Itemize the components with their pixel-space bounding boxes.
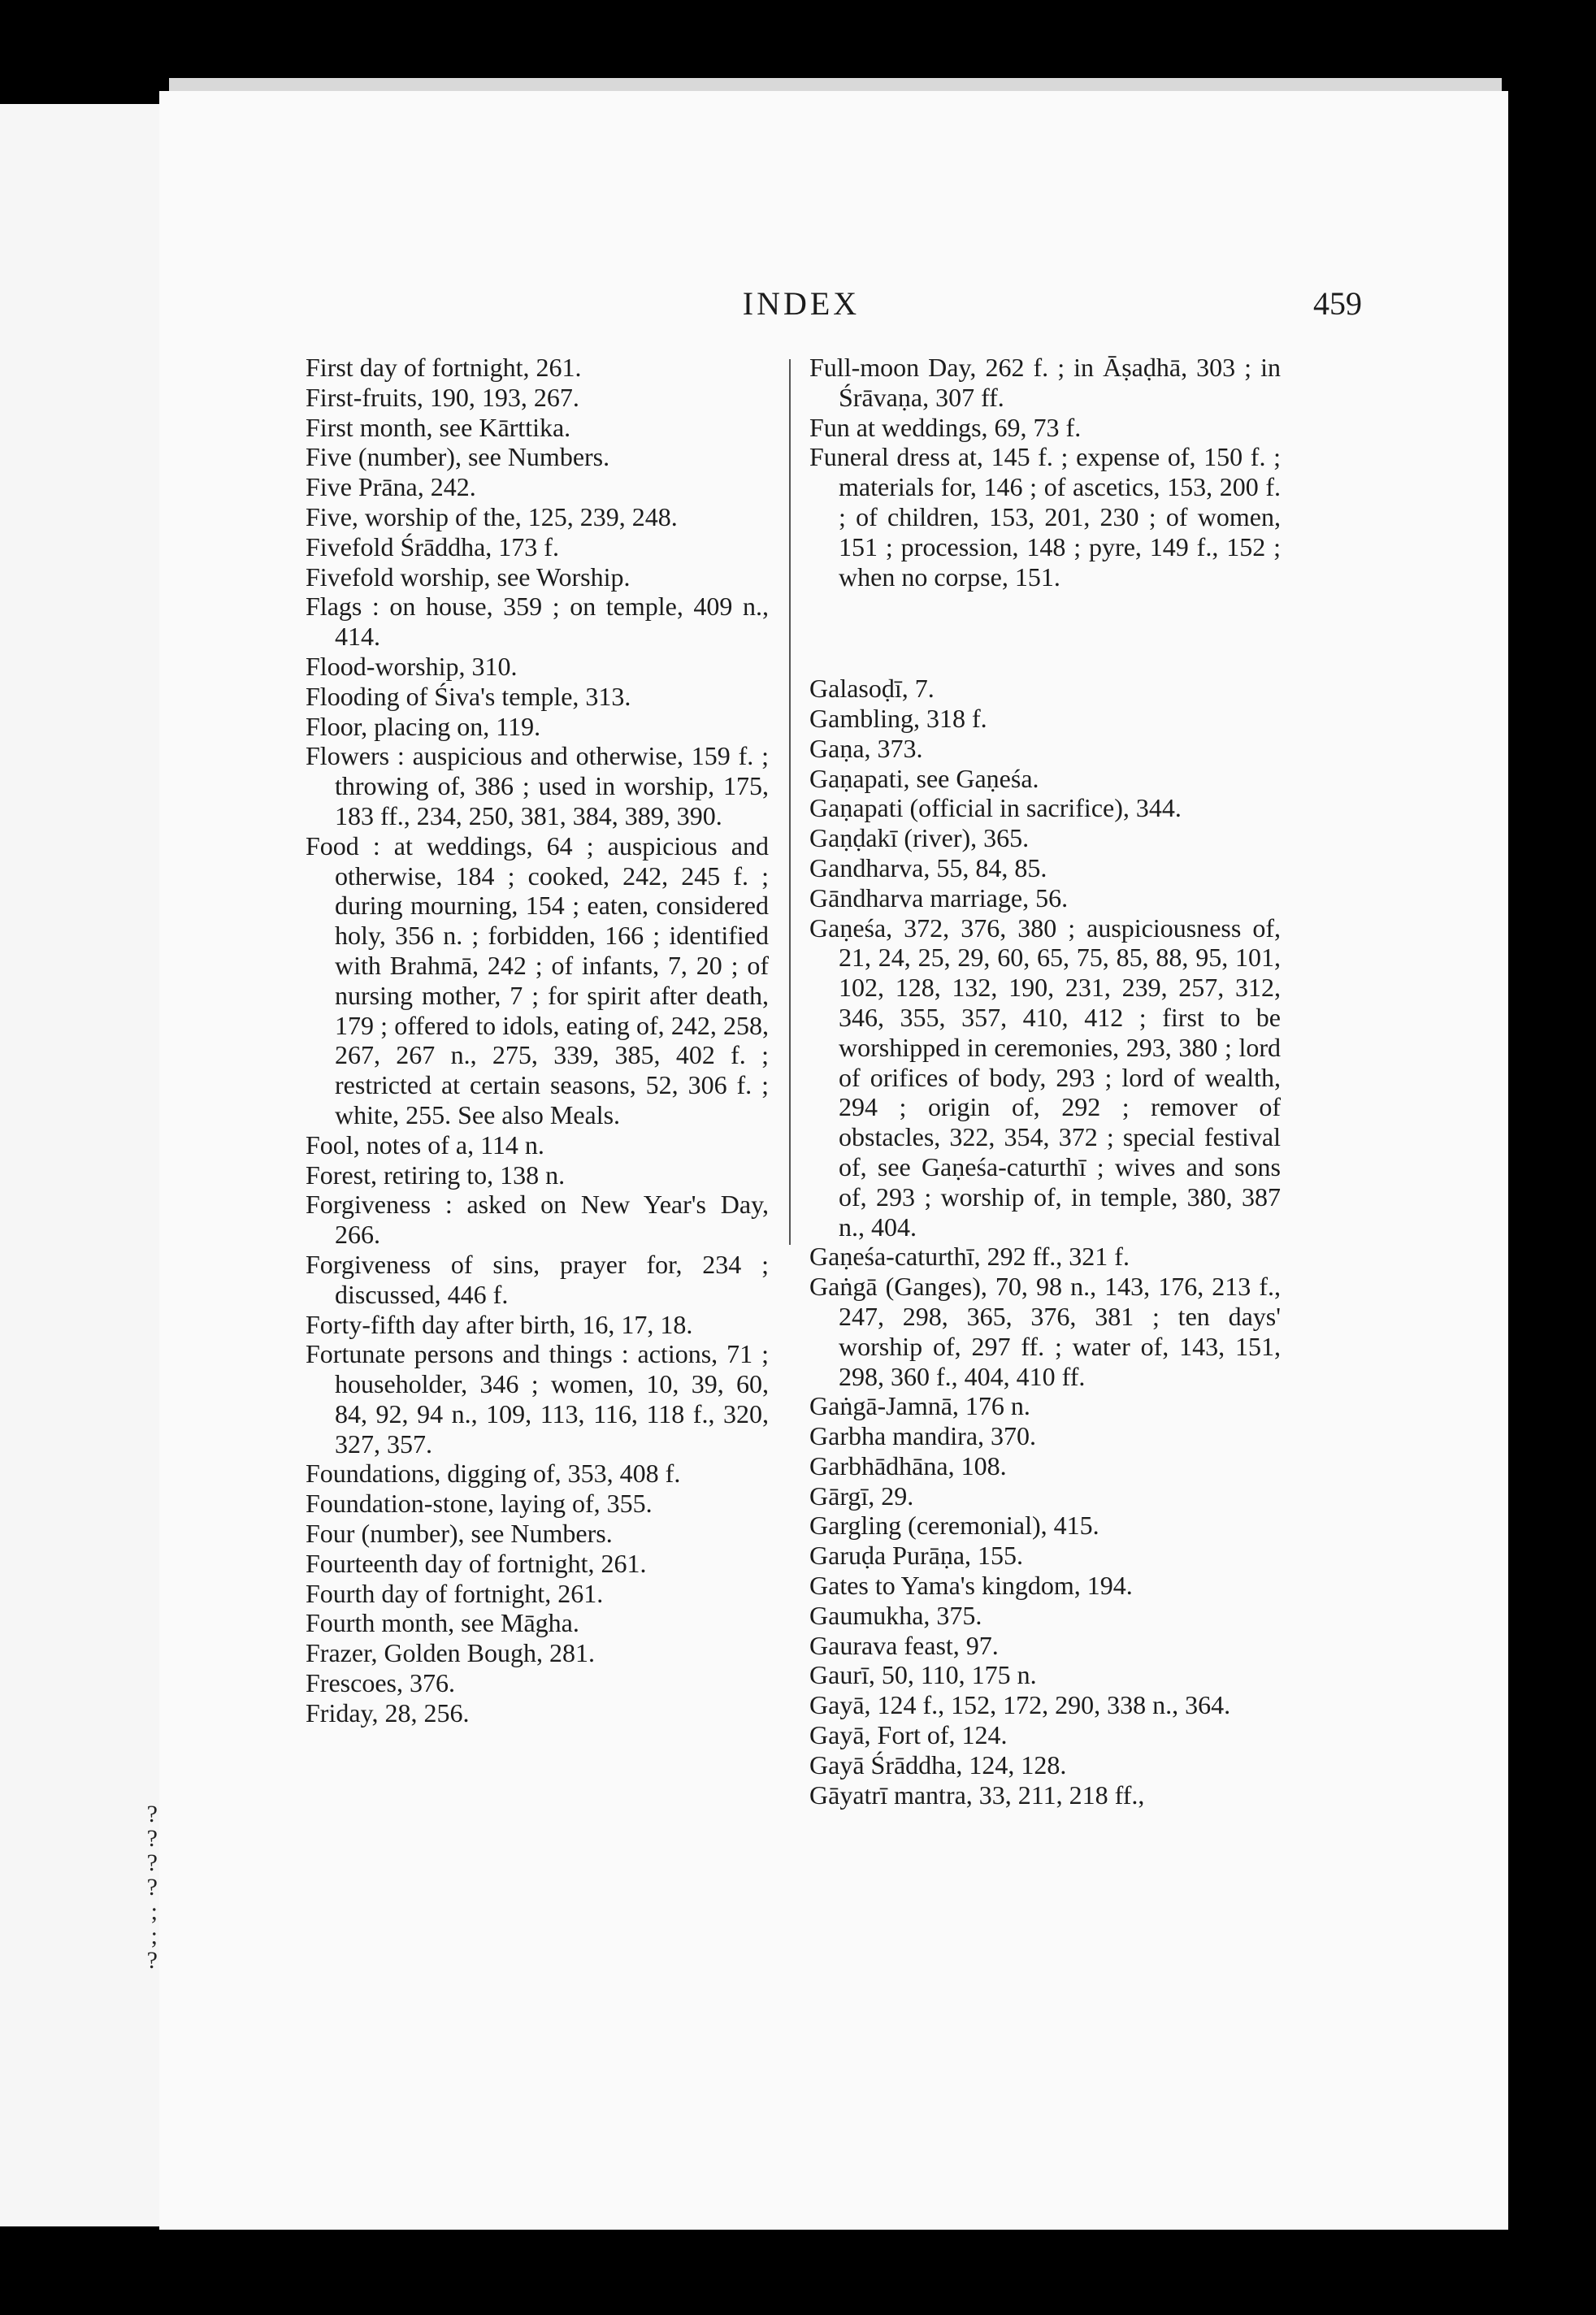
index-entry: Foundation-stone, laying of, 355. <box>306 1489 653 1519</box>
index-entry: Forgiveness of sins, prayer for, 234 ; discussed, 446 f. <box>306 1249 769 1309</box>
index-entry: Foundations, digging of, 353, 408 f. <box>306 1459 681 1489</box>
page-number: 459 <box>1313 285 1362 322</box>
index-entry: Forgiveness : asked on New Year's Day, 266. <box>306 1190 769 1250</box>
index-column-right <box>809 353 1281 1810</box>
index-entry: Flooding of Śiva's temple, 313. <box>306 681 631 711</box>
index-entry: Flowers : auspicious and otherwise, 159 f. ; throwing of, 386 ; used in worship, 175, 183 ff., 234, 250, 381, 384, 389, 390. <box>306 741 769 830</box>
edge-mark: ? <box>146 1825 158 1852</box>
index-entry: Fourteenth day of fortnight, 261. <box>306 1548 647 1578</box>
index-entry: Gaṇa, 373. <box>809 733 923 763</box>
column-divider <box>789 359 791 1245</box>
index-entry: Fivefold worship, see Worship. <box>306 561 631 592</box>
index-entry: Gaṇeśa, 372, 376, 380 ; auspiciousness of, 21, 24, 25, 29, 60, 65, 75, 85, 88, 95, 101, 102, 128, 132, 190, 231, 239, 257, 312, 346, 355, 357, 410, 412 ; first to be worshipped in ceremonies, 293, 380 ; lord of orifices of body, 293 ; lord of wealth, 294 ; origin of, 292 ; remover of obstacles, 322, 354, 372 ; special festival of, see Gaṇeśa-caturthī ; wives and sons of, 293 ; worship of, in temple, 380, 387 n., 404. <box>809 913 1281 1242</box>
index-entry: Full-moon Day, 262 f. ; in Āṣaḍhā, 303 ; in Śrāvaṇa, 307 ff. <box>809 353 1281 412</box>
section-gap <box>809 618 1281 648</box>
index-entry: Floor, placing on, 119. <box>306 711 541 741</box>
index-entry: Five Prāna, 242. <box>306 472 476 502</box>
running-head: INDEX <box>742 285 861 322</box>
index-entry: Gaṇapati, see Gaṇeśa. <box>809 763 1039 793</box>
index-entry: Gaṇḍakī (river), 365. <box>809 823 1030 853</box>
index-entry: Forty-fifth day after birth, 16, 17, 18. <box>306 1309 693 1339</box>
index-entry: Galasoḍī, 7. <box>809 674 935 704</box>
index-entry: Frescoes, 376. <box>306 1668 455 1698</box>
index-entry: Food : at weddings, 64 ; auspicious and otherwise, 184 ; cooked, 242, 245 f. ; during mourning, 154 ; eaten, considered holy, 356 n. ; forbidden, 166 ; identified with Brahmā, 242 ; of infants, 7, 20 ; of nursing mother, 7 ; for spirit after death, 179 ; offered to idols, eating of, 242, 258, 267, 267 n., 275, 339, 385, 402 f. ; restricted at certain seasons, 52, 306 f. ; white, 255. See also Meals. <box>306 830 769 1129</box>
index-entry: Fourth day of fortnight, 261. <box>306 1578 604 1608</box>
index-entry: First day of fortnight, 261. <box>306 353 582 382</box>
index-entry: Gargling (ceremonial), 415. <box>809 1511 1099 1541</box>
index-entry: Gayā, 124 f., 152, 172, 290, 338 n., 364. <box>809 1690 1231 1720</box>
index-entry: Five (number), see Numbers. <box>306 442 610 472</box>
previous-page-edge-marks <box>147 1802 158 1973</box>
edge-mark: ; <box>150 1923 158 1949</box>
index-entry: Gambling, 318 f. <box>809 703 987 733</box>
index-entry: Fivefold Śrāddha, 173 f. <box>306 531 559 561</box>
index-entry: Gaṅgā-Jamnā, 176 n. <box>809 1391 1030 1421</box>
book-page <box>159 91 1508 2230</box>
edge-mark: ? <box>146 1874 158 1901</box>
index-entry: Gayā Śrāddha, 124, 128. <box>809 1749 1067 1780</box>
index-entry: Gaurava feast, 97. <box>809 1630 999 1660</box>
index-entry: Gārgī, 29. <box>809 1480 914 1511</box>
index-entry: Gandharva, 55, 84, 85. <box>809 852 1047 882</box>
index-entry: Friday, 28, 256. <box>306 1697 470 1728</box>
index-entry: Flood-worship, 310. <box>306 651 518 681</box>
index-entry: Five, worship of the, 125, 239, 248. <box>306 501 678 531</box>
index-entry: Fun at weddings, 69, 73 f. <box>809 412 1082 442</box>
index-entry: Gaṅgā (Ganges), 70, 98 n., 143, 176, 213 f., 247, 298, 365, 376, 381 ; ten days' worship of, 297 ff. ; water of, 143, 151, 298, 360 f., 404, 410 ff. <box>809 1272 1281 1391</box>
index-entry: Gaṇapati (official in sacrifice), 344. <box>809 793 1182 823</box>
index-entry: First month, see Kārttika. <box>306 412 571 442</box>
index-entry: Frazer, Golden Bough, 281. <box>306 1638 595 1668</box>
index-entry: Garuḍa Purāṇa, 155. <box>809 1541 1024 1571</box>
index-entry: Garbha mandira, 370. <box>809 1421 1037 1451</box>
index-entry: Forest, retiring to, 138 n. <box>306 1160 566 1190</box>
index-column-left <box>306 353 769 1728</box>
index-entry: Fool, notes of a, 114 n. <box>306 1129 544 1160</box>
edge-mark: ? <box>146 1947 158 1974</box>
index-entry: Gates to Yama's kingdom, 194. <box>809 1571 1133 1601</box>
edge-mark: ? <box>146 1849 158 1876</box>
previous-page-edge <box>0 104 165 2226</box>
index-entry: Funeral dress at, 145 f. ; expense of, 150 f. ; materials for, 146 ; of ascetics, 153, 200 f. ; of children, 153, 201, 230 ; of women, 151 ; procession, 148 ; pyre, 149 f., 152 ; when no corpse, 151. <box>809 442 1281 592</box>
index-entry: Garbhādhāna, 108. <box>809 1450 1007 1480</box>
index-entry: Gāndharva marriage, 56. <box>809 882 1069 913</box>
index-entry: Four (number), see Numbers. <box>306 1519 613 1549</box>
index-entry: Fourth month, see Māgha. <box>306 1608 579 1638</box>
index-entry: Gaumukha, 375. <box>809 1600 982 1630</box>
index-entry: Gayā, Fort of, 124. <box>809 1720 1008 1750</box>
index-entry: Flags : on house, 359 ; on temple, 409 n., 414. <box>306 592 769 652</box>
index-entry: Gaurī, 50, 110, 175 n. <box>809 1660 1037 1690</box>
index-entry: First-fruits, 190, 193, 267. <box>306 382 579 412</box>
edge-mark: ; <box>150 1898 158 1925</box>
index-entry: Gāyatrī mantra, 33, 211, 218 ff., <box>809 1780 1145 1810</box>
index-entry: Gaṇeśa-caturthī, 292 ff., 321 f. <box>809 1242 1130 1272</box>
edge-mark: ? <box>146 1801 158 1827</box>
index-entry: Fortunate persons and things : actions, 71 ; householder, 346 ; women, 10, 39, 60, 84, 92, 94 n., 109, 113, 116, 118 f., 320, 327, 357. <box>306 1339 769 1459</box>
